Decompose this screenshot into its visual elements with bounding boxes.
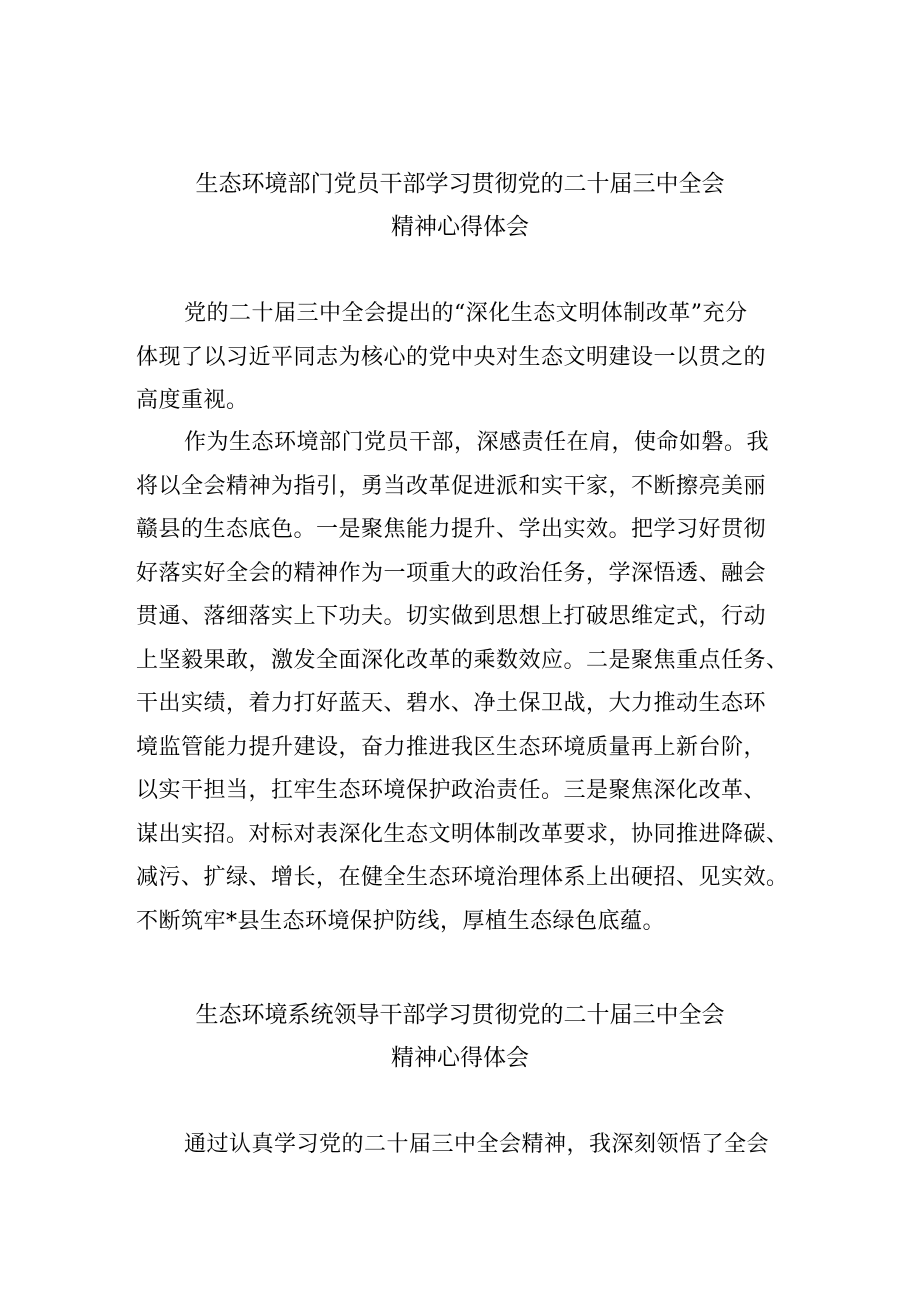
paragraph-line: 高度重视。: [136, 388, 249, 413]
paragraph-line: 干出实绩，着力打好蓝天、碧水、净土保卫战，大力推动生态环: [136, 691, 767, 716]
paragraph-line: 境监管能力提升建设，奋力推进我区生态环境质量再上新台阶，: [136, 734, 767, 760]
section2-paragraph1: [136, 1123, 792, 1167]
section1-paragraph2: [136, 421, 792, 943]
paragraph-line: 好落实好全会的精神作为一项重大的政治任务，学深悟透、融会: [136, 560, 767, 586]
section2-title-line2: 精神心得体会: [391, 1045, 529, 1071]
paragraph-line: 不断筑牢*县生态环境保护防线，厚植生态绿色底蕴。: [136, 908, 666, 934]
section1-title-line1: 生态环境部门党员干部学习贯彻党的二十届三中全会: [195, 171, 725, 197]
paragraph-line: 上坚毅果敢，激发全面深化改革的乘数效应。二是聚焦重点任务、: [136, 647, 789, 673]
section1-paragraph1: [136, 292, 792, 423]
paragraph-line: 通过认真学习党的二十届三中全会精神，我深刻领悟了全会: [184, 1132, 770, 1157]
section2-title-line1: 生态环境系统领导干部学习贯彻党的二十届三中全会: [195, 1002, 725, 1028]
paragraph-line: 体现了以习近平同志为核心的党中央对生态文明建设一以贯之的: [136, 344, 767, 370]
paragraph-line: 党的二十届三中全会提出的“深化生态文明体制改革”充分: [184, 301, 748, 326]
paragraph-line: 谋出实招。对标对表深化生态文明体制改革要求，协同推进降碳、: [136, 821, 789, 847]
paragraph-line: 将以全会精神为指引，勇当改革促进派和实干家，不断擦亮美丽: [136, 473, 767, 499]
paragraph-line: 贯通、落细落实上下功夫。切实做到思想上打破思维定式，行动: [136, 604, 767, 629]
section1-title-line2: 精神心得体会: [391, 214, 529, 240]
paragraph-line: 赣县的生态底色。一是聚焦能力提升、学出实效。把学习好贯彻: [136, 517, 767, 542]
paragraph-line: 减污、扩绿、增长，在健全生态环境治理体系上出硬招、见实效。: [136, 865, 789, 890]
paragraph-line: 以实干担当，扛牢生态环境保护政治责任。三是聚焦深化改革、: [136, 778, 767, 803]
paragraph-line: 作为生态环境部门党员干部，深感责任在肩，使命如磐。我: [184, 430, 770, 455]
